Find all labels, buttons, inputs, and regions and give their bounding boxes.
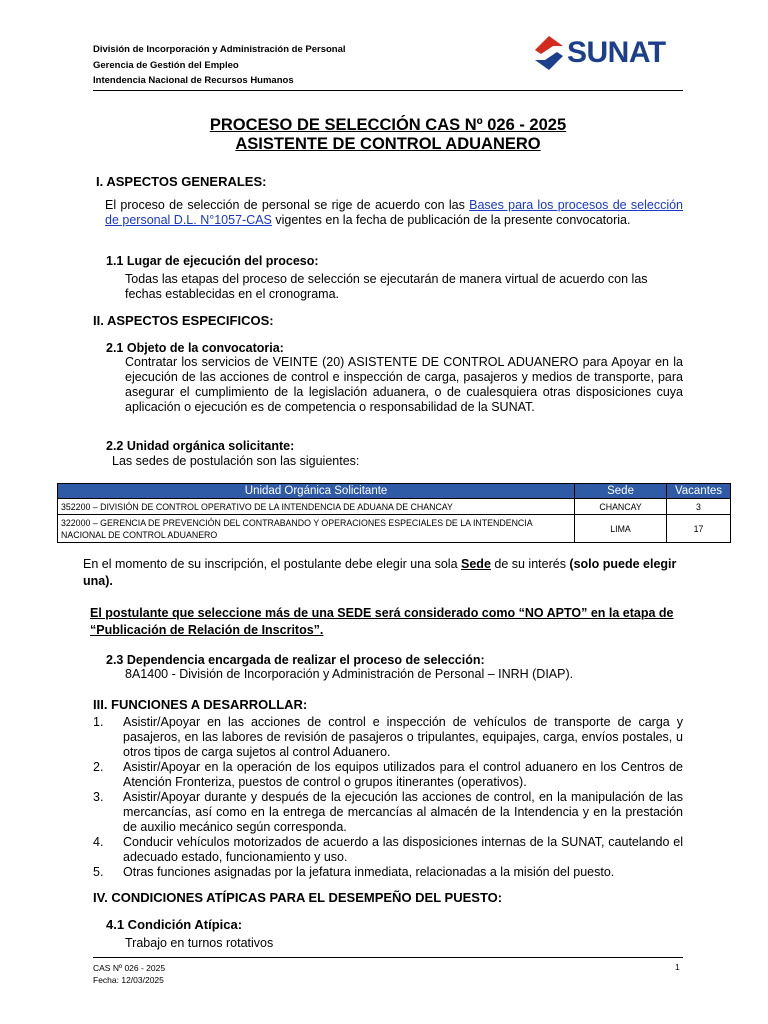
table-cell-vacantes: 3 bbox=[667, 499, 731, 515]
subsection-1-1-text: Todas las etapas del proceso de selección se ejecutarán de manera virtual de acuerdo con las fechas establecidas en el cronograma. bbox=[125, 272, 648, 301]
functions-list bbox=[93, 715, 683, 880]
footer-divider bbox=[93, 957, 683, 958]
subsection-2-3-text: 8A1400 - División de Incorporación y Administración de Personal – INRH (DIAP). bbox=[125, 667, 574, 681]
subsection-2-1-heading: 2.1 Objeto de la convocatoria: bbox=[106, 341, 284, 355]
page-number: 1 bbox=[675, 962, 680, 972]
table-cell-sede: LIMA bbox=[575, 515, 667, 543]
list-item bbox=[93, 715, 683, 760]
section-2-heading: II. ASPECTOS ESPECIFICOS: bbox=[93, 313, 274, 328]
section-1-text-post: vigentes en la fecha de publicación de la presente convocatoria. bbox=[271, 213, 631, 227]
header-line-gerencia: Gerencia de Gestión del Empleo bbox=[93, 59, 239, 71]
list-item-number: 1. bbox=[93, 715, 104, 729]
header-org-lines bbox=[93, 42, 346, 89]
table-cell-sede: CHANCAY bbox=[575, 499, 667, 515]
sede-selection-note bbox=[83, 556, 693, 590]
list-item-text: Otras funciones asignadas por la jefatura inmediata, relacionadas a la misión del puesto. bbox=[123, 865, 615, 879]
subsection-2-2-text: Las sedes de postulación son las siguientes: bbox=[112, 454, 360, 468]
subsection-2-1-text: Contratar los servicios de VEINTE (20) ASISTENTE DE CONTROL ADUANERO para Apoyar en la ejecución de las acciones de control e inspección de carga, pasajeros y medios de transporte, para asegurar el cumplimiento de la legislación aduanera, o de cualesquiera otras disposiciones cuya aplicación o ejecución es de competencia o responsabilidad de la SUNAT. bbox=[125, 355, 683, 414]
title-line-position: ASISTENTE DE CONTROL ADUANERO bbox=[235, 135, 541, 153]
list-item bbox=[93, 790, 683, 835]
header-line-division: División de Incorporación y Administración de Personal bbox=[93, 44, 346, 55]
table-header-unidad: Unidad Orgánica Solicitante bbox=[58, 484, 575, 499]
list-item bbox=[93, 760, 683, 790]
list-item-text: Conducir vehículos motorizados de acuerdo a las disposiciones internas de la SUNAT, cautelando el adecuado estado, funcionamiento y uso. bbox=[123, 835, 683, 864]
subsection-2-3-heading: 2.3 Dependencia encargada de realizar el proceso de selección: bbox=[106, 653, 485, 667]
table-header-sede: Sede bbox=[575, 484, 667, 499]
page-title bbox=[93, 116, 683, 154]
note-sede-word: Sede bbox=[461, 557, 491, 571]
sunat-logo-text: SUNAT bbox=[567, 36, 666, 69]
list-item-text: Asistir/Apoyar durante y después de la ejecución las acciones de control, en la manipulación de las mercancías, así como en la entrega de mercancías al almacén de la Intendencia y en la prestación de auxilio mecánico según corresponda. bbox=[123, 790, 683, 834]
subsection-1-1-heading: 1.1 Lugar de ejecución del proceso: bbox=[106, 254, 319, 268]
no-apto-warning: El postulante que seleccione más de una SEDE será considerado como “NO APTO” en la etapa de “Publicación de Relación de Inscritos”. bbox=[90, 606, 674, 637]
note-text-mid: de su interés bbox=[490, 557, 570, 571]
list-item bbox=[93, 865, 683, 880]
table-header-row bbox=[58, 484, 731, 499]
note-text-bold: (solo puede elegir una). bbox=[83, 557, 677, 588]
footer-cas-number: CAS Nº 026 - 2025 bbox=[93, 963, 166, 973]
list-item-text: Asistir/Apoyar en la operación de los equipos utilizados para el control aduanero en los Centros de Atención Fronteriza, puestos de control o grupos itinerantes (operativos). bbox=[123, 760, 683, 789]
sedes-table bbox=[57, 483, 731, 543]
table-row bbox=[58, 515, 731, 543]
bases-cas-link[interactable]: Bases para los procesos de selección de personal D.L. N°1057-CAS bbox=[105, 198, 683, 227]
table-cell-vacantes: 17 bbox=[667, 515, 731, 543]
header-line-intendencia: Intendencia Nacional de Recursos Humanos bbox=[93, 75, 294, 86]
table-cell-unidad: 322000 – GERENCIA DE PREVENCIÓN DEL CONTRABANDO Y OPERACIONES ESPECIALES DE LA INTENDENCIA NACIONAL DE CONTROL ADUANERO bbox=[58, 515, 575, 543]
list-item-number: 3. bbox=[93, 790, 104, 804]
table-cell-unidad: 352200 – DIVISIÓN DE CONTROL OPERATIVO DE LA INTENDENCIA DE ADUANA DE CHANCAY bbox=[58, 499, 575, 515]
list-item-number: 4. bbox=[93, 835, 104, 849]
table-row bbox=[58, 499, 731, 515]
section-4-heading: IV. CONDICIONES ATÍPICAS PARA EL DESEMPEÑO DEL PUESTO: bbox=[93, 890, 503, 905]
list-item-text: Asistir/Apoyar en las acciones de control e inspección de vehículos de transporte de carga y pasajeros, en las labores de revisión de pasajeros o tripulantes, equipajes, carga, envíos postales, u otros tipos de carga sujetos al control Aduanero. bbox=[123, 715, 683, 759]
footer-date: Fecha: 12/03/2025 bbox=[93, 975, 164, 985]
section-1-heading: I. ASPECTOS GENERALES: bbox=[96, 174, 267, 189]
list-item bbox=[93, 835, 683, 865]
subsection-4-1-heading: 4.1 Condición Atípica: bbox=[106, 917, 243, 932]
subsection-4-1-text: Trabajo en turnos rotativos bbox=[125, 936, 274, 950]
section-1-paragraph bbox=[105, 198, 683, 228]
section-1-text-pre: El proceso de selección de personal se rige de acuerdo con las bbox=[105, 198, 470, 212]
sunat-logo bbox=[531, 34, 683, 74]
table-header-vacantes: Vacantes bbox=[667, 484, 731, 499]
section-3-heading: III. FUNCIONES A DESARROLLAR: bbox=[93, 697, 308, 712]
header-divider bbox=[93, 90, 683, 91]
sunat-emblem-icon bbox=[531, 34, 567, 72]
list-item-number: 2. bbox=[93, 760, 104, 774]
list-item-number: 5. bbox=[93, 865, 104, 879]
subsection-2-2-heading: 2.2 Unidad orgánica solicitante: bbox=[106, 439, 295, 453]
footer-info bbox=[93, 962, 165, 986]
note-text-pre: En el momento de su inscripción, el postulante debe elegir una sola bbox=[83, 557, 462, 571]
title-line-process: PROCESO DE SELECCIÓN CAS Nº 026 - 2025 bbox=[209, 116, 567, 134]
